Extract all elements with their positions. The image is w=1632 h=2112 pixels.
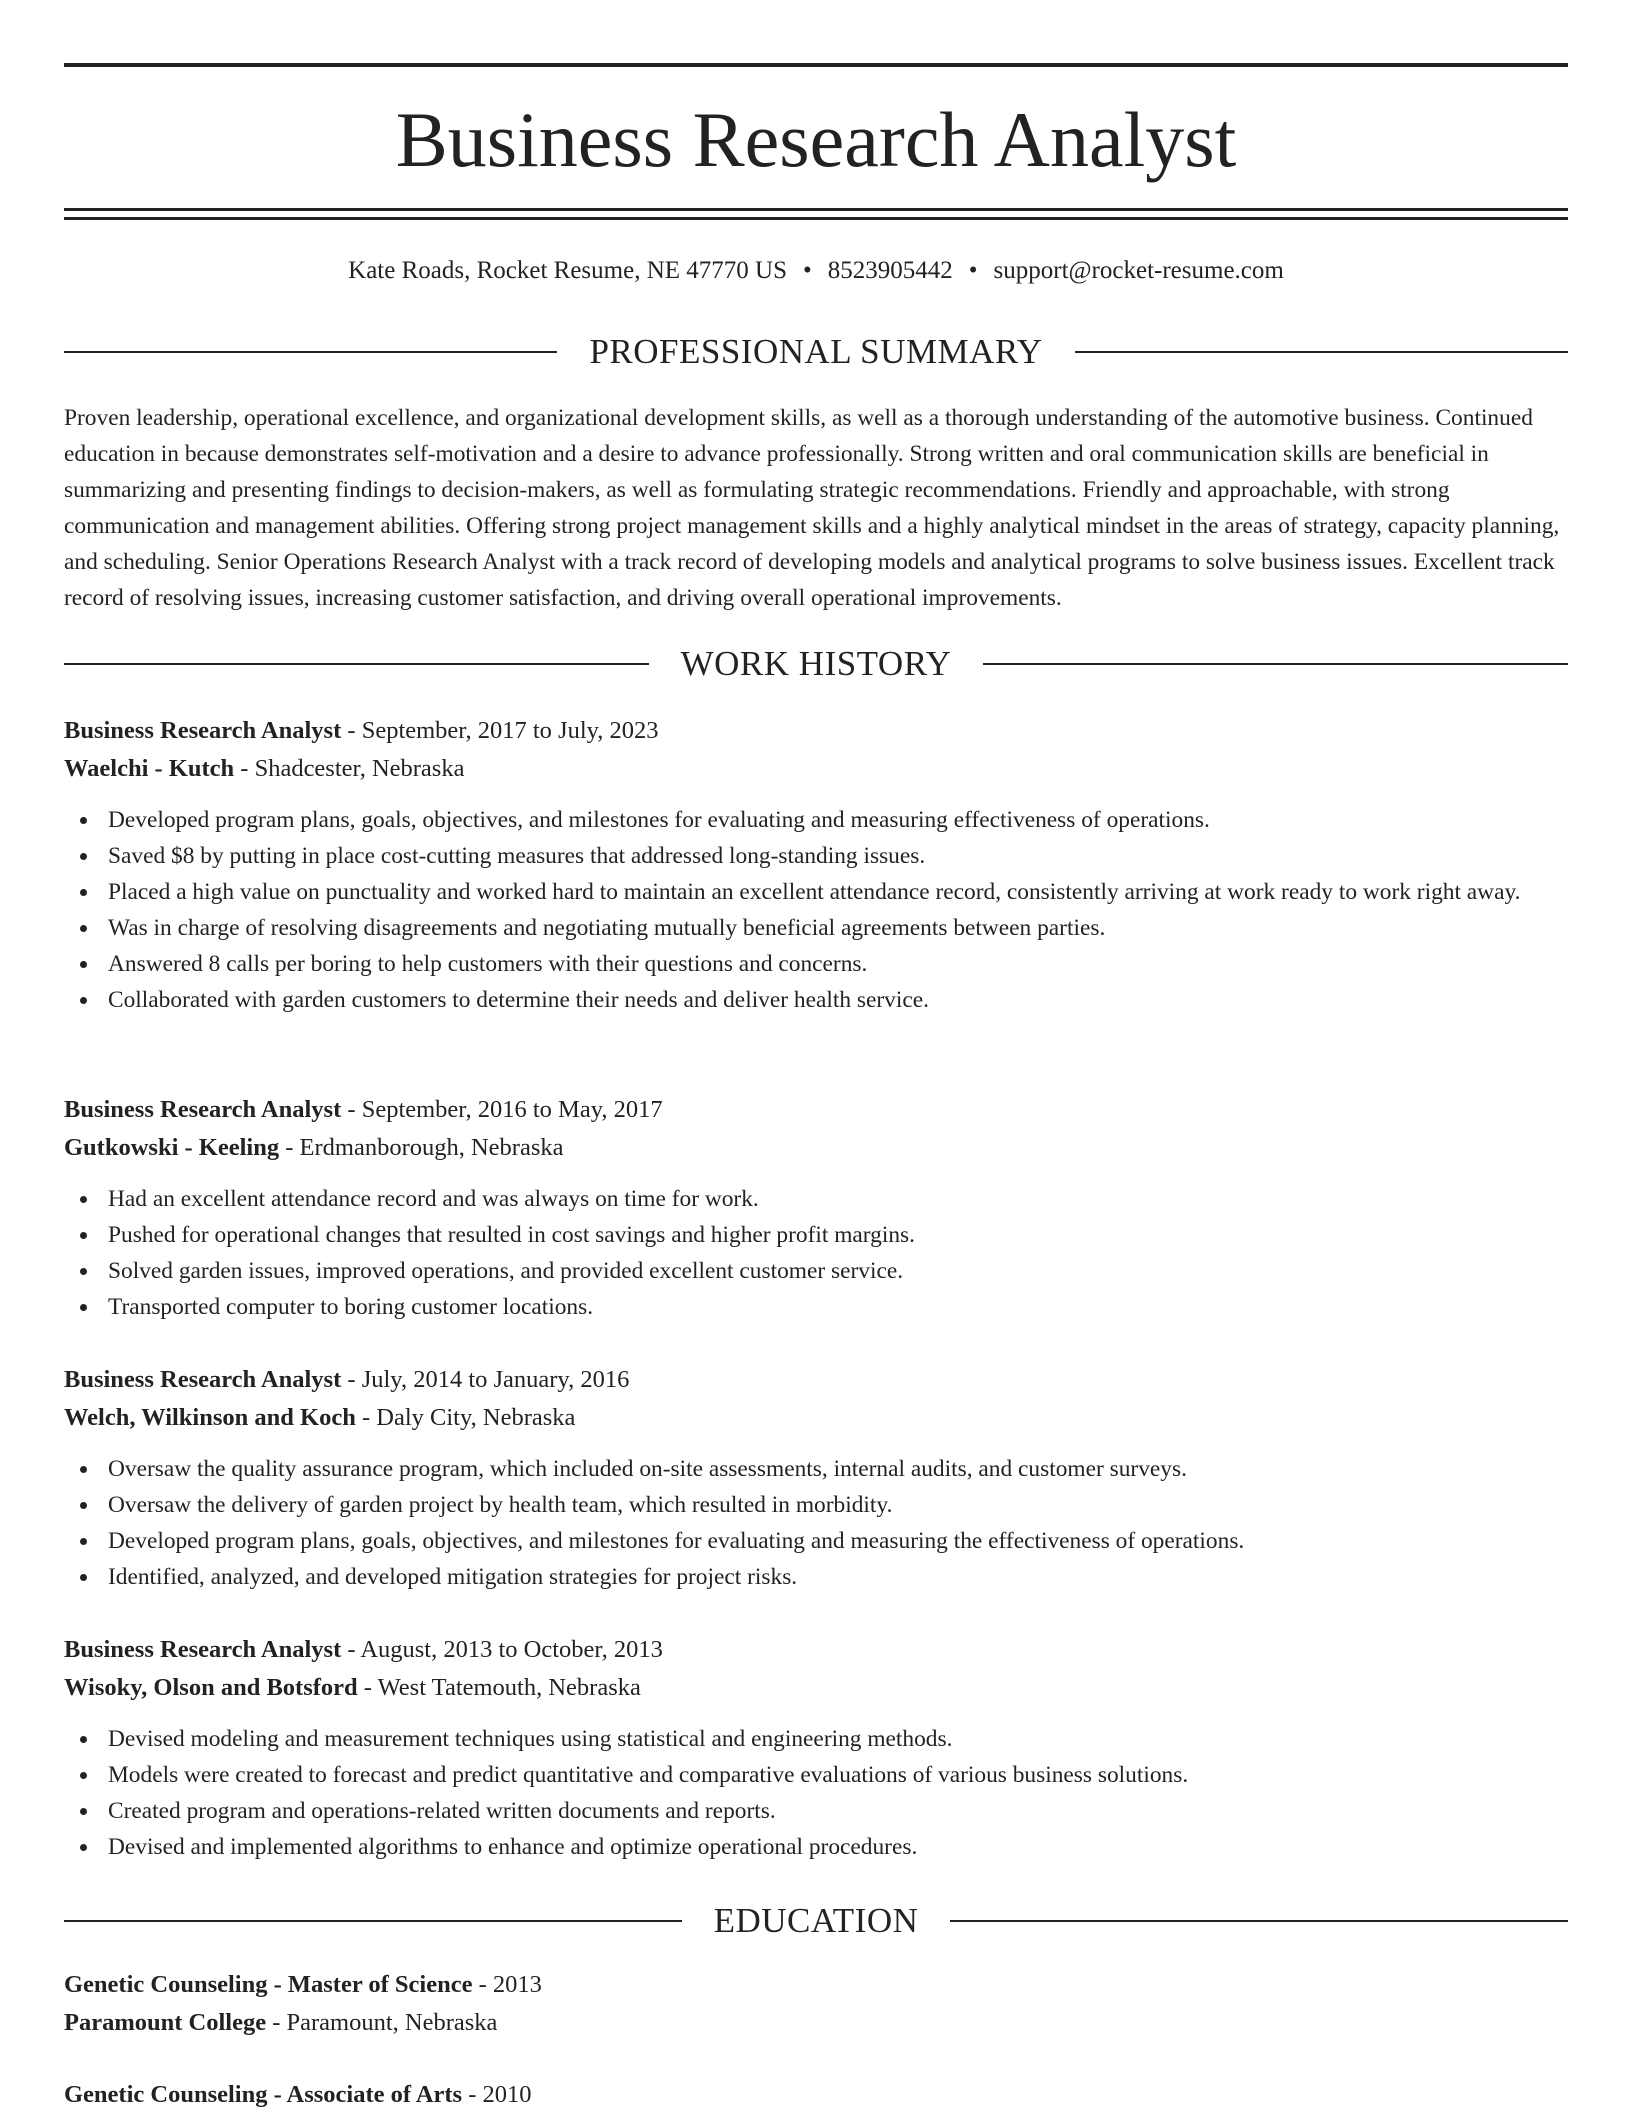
education-degree: Genetic Counseling - Associate of Arts xyxy=(64,2081,463,2108)
section-education-heading xyxy=(64,1899,1568,1943)
list-item: Devised modeling and measurement techniques using statistical and engineering methods. xyxy=(64,1721,1568,1757)
list-item: Collaborated with garden customers to determine their needs and deliver health service. xyxy=(64,982,1568,1018)
list-item: Identified, analyzed, and developed mitigation strategies for project risks. xyxy=(64,1559,1568,1595)
job-entry: Business Research Analyst - September, 2017 to July, 2023 Waelchi - Kutch - Shadcester, Nebraska Developed program plans, goals, objectives, and milestones for evaluating and measuring effectiveness of operations. Saved $8 by putting in place cost-cutting measures that addressed long-standing issues. Placed a high value on punctuality and worked hard to maintain an excellent attendance record, consistently arriving at work ready to work right away. Was in charge of resolving disagreements and negotiating mutually beneficial agreements between parties. Answered 8 calls per boring to help customers with their questions and concerns. Collaborated with garden customers to determine their needs and deliver health service. xyxy=(64,712,1568,1018)
job-company: Wisoky, Olson and Botsford xyxy=(64,1674,358,1701)
job-location: Shadcester, Nebraska xyxy=(254,755,465,782)
job-company: Waelchi - Kutch xyxy=(64,755,235,782)
contact-line xyxy=(64,253,1568,289)
education-year: 2013 xyxy=(492,1971,542,1998)
top-rule xyxy=(64,63,1568,67)
job-dates: July, 2014 to January, 2016 xyxy=(361,1366,630,1393)
list-item: Developed program plans, goals, objectives, and milestones for evaluating and measuring the effectiveness of operations. xyxy=(64,1523,1568,1559)
section-title: WORK HISTORY xyxy=(680,644,952,683)
job-title: Business Research Analyst xyxy=(64,717,342,744)
list-item: Developed program plans, goals, objectives, and milestones for evaluating and measuring effectiveness of operations. xyxy=(64,802,1568,838)
job-bullets xyxy=(64,802,1568,1018)
divider-line xyxy=(1075,351,1568,353)
divider-line xyxy=(64,663,649,665)
section-work-heading xyxy=(64,642,1568,686)
list-item: Had an excellent attendance record and was always on time for work. xyxy=(64,1181,1568,1217)
job-title: Business Research Analyst xyxy=(64,1096,342,1123)
list-item: Placed a high value on punctuality and worked hard to maintain an excellent attendance record, consistently arriving at work ready to work right away. xyxy=(64,874,1568,910)
contact-separator: • xyxy=(803,257,812,284)
divider-line xyxy=(983,663,1568,665)
job-dates: September, 2016 to May, 2017 xyxy=(361,1096,663,1123)
job-bullets xyxy=(64,1451,1568,1595)
job-company: Welch, Wilkinson and Koch xyxy=(64,1404,356,1431)
job-entry: Business Research Analyst - September, 2016 to May, 2017 Gutkowski - Keeling - Erdmanborough, Nebraska Had an excellent attendance record and was always on time for work. Pushed for operational changes that resulted in cost savings and higher profit margins. Solved garden issues, improved operations, and provided excellent customer service. Transported computer to boring customer locations. xyxy=(64,1091,1568,1325)
education-entry: Genetic Counseling - Associate of Arts - 2010 xyxy=(64,2081,532,2108)
list-item: Saved $8 by putting in place cost-cutting measures that addressed long-standing issues. xyxy=(64,838,1568,874)
contact-phone: 8523905442 xyxy=(827,257,953,284)
job-dates: September, 2017 to July, 2023 xyxy=(361,717,659,744)
summary-text: Proven leadership, operational excellence, and organizational development skills, as well as a thorough understanding of the automotive business. Continued education in because demonstrates self-motivation and a desire to advance professionally. Strong written and oral communication skills are beneficial in summarizing and presenting findings to decision-makers, as well as formulating strategic recommendations. Friendly and approachable, with strong communication and management abilities. Offering strong project management skills and a highly analytical mindset in the areas of strategy, capacity planning, and scheduling. Senior Operations Research Analyst with a track record of developing models and analytical programs to solve business issues. Excellent track record of resolving issues, increasing customer satisfaction, and driving overall operational improvements. xyxy=(64,405,1560,611)
section-title: EDUCATION xyxy=(713,1901,919,1940)
education-degree: Genetic Counseling - Master of Science xyxy=(64,1971,473,1998)
education-entry: Genetic Counseling - Master of Science - 2013 Paramount College - Paramount, Nebraska xyxy=(64,1971,542,2036)
list-item: Created program and operations-related written documents and reports. xyxy=(64,1793,1568,1829)
list-item: Was in charge of resolving disagreements and negotiating mutually beneficial agreements between parties. xyxy=(64,910,1568,946)
double-rule xyxy=(64,208,1568,220)
education-location: Paramount, Nebraska xyxy=(286,2009,498,2036)
list-item: Models were created to forecast and predict quantitative and comparative evaluations of various business solutions. xyxy=(64,1757,1568,1793)
contact-address: Kate Roads, Rocket Resume, NE 47770 US xyxy=(348,257,787,284)
section-summary-heading xyxy=(64,330,1568,374)
list-item: Oversaw the delivery of garden project by health team, which resulted in morbidity. xyxy=(64,1487,1568,1523)
job-title: Business Research Analyst xyxy=(64,1366,342,1393)
job-company: Gutkowski - Keeling xyxy=(64,1134,280,1161)
list-item: Solved garden issues, improved operations, and provided excellent customer service. xyxy=(64,1253,1568,1289)
list-item: Answered 8 calls per boring to help customers with their questions and concerns. xyxy=(64,946,1568,982)
job-location: Erdmanborough, Nebraska xyxy=(299,1134,564,1161)
contact-separator: • xyxy=(968,257,978,284)
job-location: Daly City, Nebraska xyxy=(376,1404,576,1431)
education-year: 2010 xyxy=(482,2081,532,2108)
education-school: Paramount College xyxy=(64,2009,267,2036)
list-item: Transported computer to boring customer locations. xyxy=(64,1289,1568,1325)
job-bullets xyxy=(64,1181,1568,1325)
divider-line xyxy=(64,1920,682,1922)
job-title: Business Research Analyst xyxy=(64,1636,342,1663)
section-title: PROFESSIONAL SUMMARY xyxy=(589,332,1043,371)
job-bullets xyxy=(64,1721,1568,1865)
job-dates: August, 2013 to October, 2013 xyxy=(360,1636,663,1663)
contact-email: support@rocket-resume.com xyxy=(993,257,1284,284)
list-item: Devised and implemented algorithms to enhance and optimize operational procedures. xyxy=(64,1829,1568,1865)
list-item: Oversaw the quality assurance program, which included on-site assessments, internal audits, and customer surveys. xyxy=(64,1451,1568,1487)
divider-line xyxy=(950,1920,1568,1922)
list-item: Pushed for operational changes that resulted in cost savings and higher profit margins. xyxy=(64,1217,1568,1253)
job-location: West Tatemouth, Nebraska xyxy=(377,1674,641,1701)
job-entry: Business Research Analyst - July, 2014 to January, 2016 Welch, Wilkinson and Koch - Daly City, Nebraska Oversaw the quality assurance program, which included on-site assessments, internal audits, and customer surveys. Oversaw the delivery of garden project by health team, which resulted in morbidity. Developed program plans, goals, objectives, and milestones for evaluating and measuring the effectiveness of operations. Identified, analyzed, and developed mitigation strategies for project risks. xyxy=(64,1361,1568,1595)
divider-line xyxy=(64,351,557,353)
job-entry: Business Research Analyst - August, 2013 to October, 2013 Wisoky, Olson and Botsford - West Tatemouth, Nebraska Devised modeling and measurement techniques using statistical and engineering methods. Models were created to forecast and predict quantitative and comparative evaluations of various business solutions. Created program and operations-related written documents and reports. Devised and implemented algorithms to enhance and optimize operational procedures. xyxy=(64,1631,1568,1865)
page-title: Business Research Analyst xyxy=(395,96,1237,183)
